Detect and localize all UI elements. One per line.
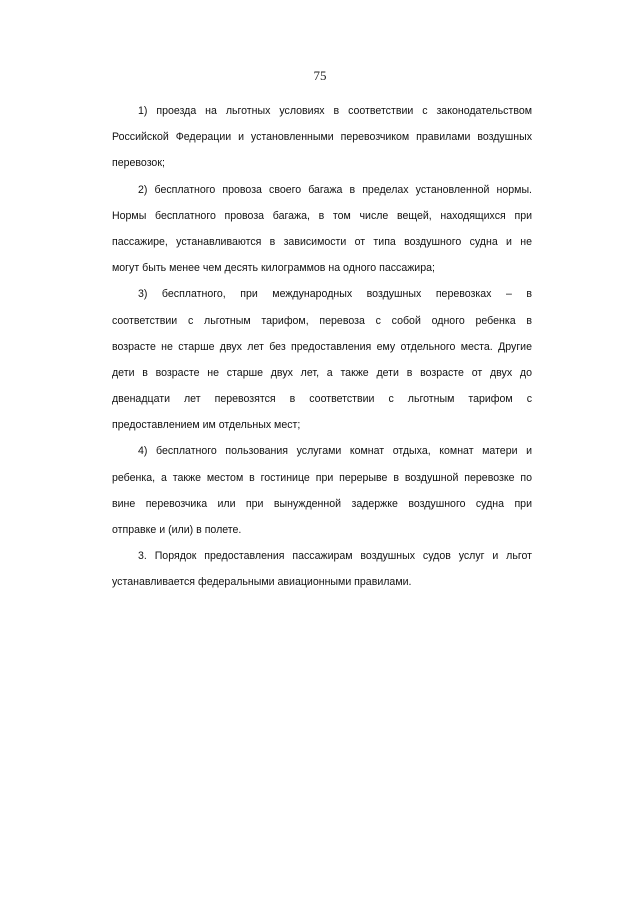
text-line: 4) бесплатного пользования услугами комнат отдыха, комнат матери и [138, 445, 532, 458]
text-line: могут быть менее чем десять килограммов на одного пассажира; [112, 262, 435, 275]
text-line: вине перевозчика или при вынужденной задержке воздушного судна при [112, 497, 532, 510]
text-line: ребенка, а также местом в гостинице при перерыве в воздушной перевозке по [112, 471, 532, 484]
text-line: двенадцати лет перевозятся в соответствии с льготным тарифом с [112, 393, 532, 406]
paragraph-5 [112, 543, 532, 595]
text-line: устанавливается федеральными авиационными правилами. [112, 576, 412, 589]
page-number: 75 [313, 68, 327, 83]
text-line: предоставлением им отдельных мест; [112, 419, 301, 432]
paragraph-4 [112, 438, 532, 543]
text-line: пассажире, устанавливаются в зависимости от типа воздушного судна и не [112, 235, 532, 248]
text-line: возрасте не старше двух лет без предоставления ему отдельного места. Другие [112, 340, 532, 353]
paragraph-1 [112, 98, 532, 177]
text-line: дети в возрасте не старше двух лет, а также дети в возрасте от двух до [112, 366, 532, 379]
text-line: 1) проезда на льготных условиях в соответствии с законодательством [138, 105, 532, 117]
paragraph-3 [112, 281, 532, 438]
document-body [112, 98, 532, 596]
text-line: перевозок; [112, 157, 165, 170]
text-line: отправке и (или) в полете. [112, 524, 242, 536]
text-line: соответствии с льготным тарифом, перевоза с собой одного ребенка в [112, 314, 532, 327]
text-line: 2) бесплатного провоза своего багажа в пределах установленной нормы. [138, 183, 532, 196]
text-line: Нормы бесплатного провоза багажа, в том числе вещей, находящихся при [112, 209, 532, 222]
paragraph-2 [112, 177, 532, 282]
text-line: 3) бесплатного, при международных воздушных перевозках – в [138, 288, 532, 301]
text-line: Российской Федерации и установленными перевозчиком правилами воздушных [112, 131, 532, 144]
text-line: 3. Порядок предоставления пассажирам воздушных судов услуг и льгот [138, 550, 532, 563]
